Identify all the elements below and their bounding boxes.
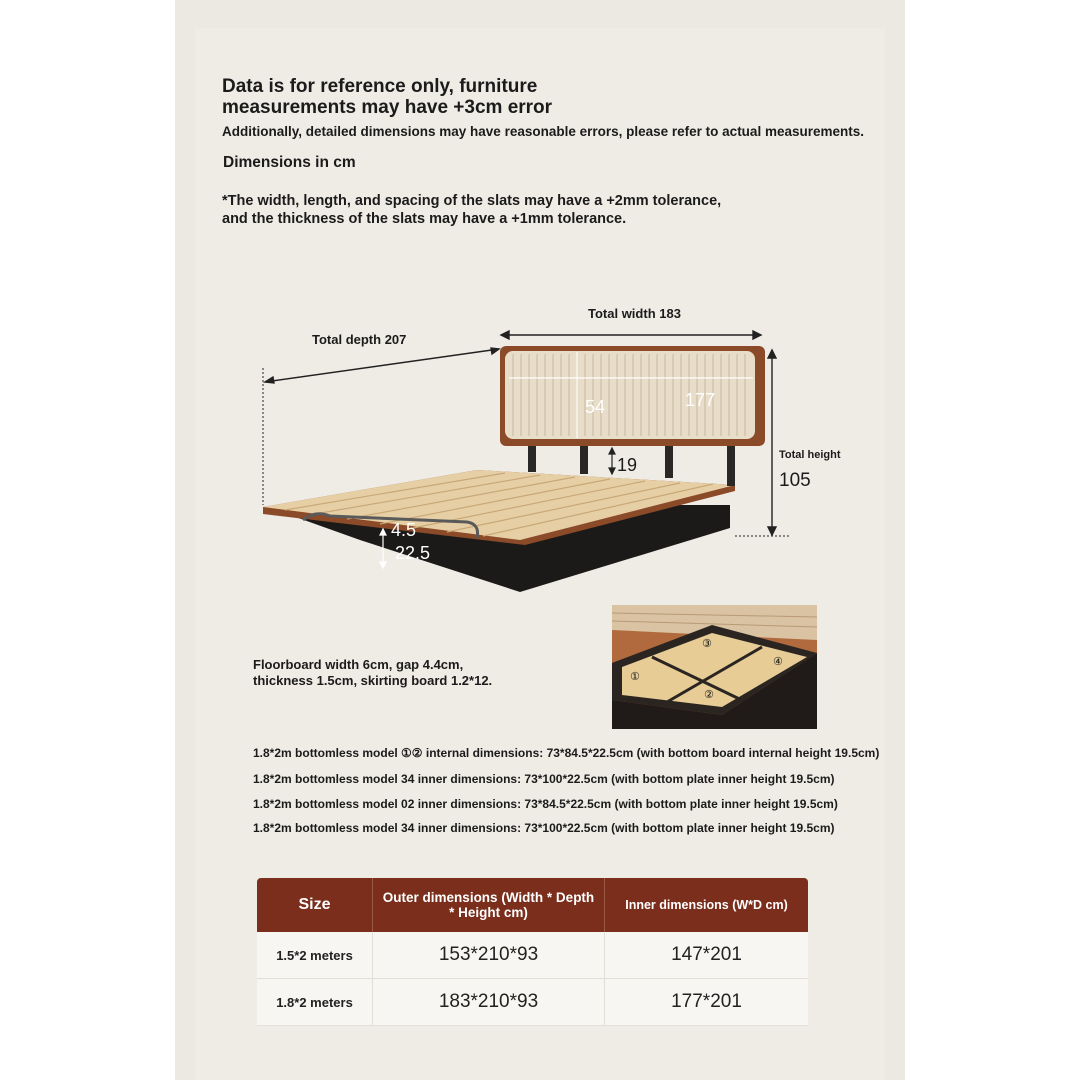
table-row [257, 932, 808, 979]
table-row [257, 979, 808, 1026]
leg-gap-value: 19 [617, 455, 638, 475]
compartment-3-label: ③ [702, 637, 712, 650]
headboard-cushion [505, 351, 755, 439]
storage-compartment-illustration [612, 605, 817, 729]
base-height-value: 22.5 [395, 543, 431, 563]
row-outer-dimensions: 183*210*93 [373, 979, 605, 1025]
row-size: 1.8*2 meters [257, 979, 373, 1025]
leg-gap-marker [609, 448, 615, 474]
compartment-4-label: ④ [773, 655, 783, 668]
headboard-width-value: 177 [685, 390, 716, 410]
total-height-label: Total height [779, 449, 841, 461]
total-depth-label: Total depth 207 [312, 332, 407, 347]
spec-line-2: 1.8*2m bottomless model 34 inner dimensions: 73*100*22.5cm (with bottom plate inner height 19.5cm) [253, 772, 835, 786]
bed-diagram [255, 300, 841, 600]
tolerance-line-2: and the thickness of the slats may have a +1mm tolerance. [222, 211, 627, 227]
row-size: 1.5*2 meters [257, 932, 373, 978]
total-height-value: 105 [779, 470, 811, 491]
floorboard-note-line-2: thickness 1.5cm, skirting board 1.2*12. [253, 673, 493, 688]
compartment-1-label: ① [630, 670, 640, 683]
spec-line-3: 1.8*2m bottomless model 02 inner dimensions: 73*84.5*22.5cm (with bottom plate inner height 19.5cm) [253, 797, 838, 811]
units-note: Dimensions in cm [223, 154, 356, 171]
total-width-label: Total width 183 [588, 306, 681, 321]
subtitle: Additionally, detailed dimensions may have reasonable errors, please refer to actual measurements. [222, 124, 864, 139]
tolerance-line-1: *The width, length, and spacing of the slats may have a +2mm tolerance, [222, 193, 722, 209]
header-inner-dimensions: Inner dimensions (W*D cm) [625, 898, 788, 912]
floorboard-note-line-1: Floorboard width 6cm, gap 4.4cm, [253, 657, 464, 672]
row-inner-dimensions: 177*201 [671, 991, 742, 1012]
headboard-height-value: 54 [585, 397, 606, 417]
frame-thickness-value: 4.5 [391, 520, 417, 540]
base-height-marker [380, 529, 386, 568]
compartment-2-label: ② [704, 688, 714, 701]
title-line-2: measurements may have +3cm error [222, 97, 553, 118]
row-outer-dimensions: 153*210*93 [373, 932, 605, 978]
dimensions-table [257, 878, 808, 1026]
header-outer-dimensions: Outer dimensions (Width * Depth * Height cm) [373, 878, 605, 932]
spec-line-4: 1.8*2m bottomless model 34 inner dimensions: 73*100*22.5cm (with bottom plate inner height 19.5cm) [253, 821, 835, 835]
title-line-1: Data is for reference only, furniture [222, 76, 538, 97]
table-header [257, 878, 808, 932]
header-size: Size [257, 878, 373, 932]
spec-line-1: 1.8*2m bottomless model ①② internal dimensions: 73*84.5*22.5cm (with bottom board internal height 19.5cm) [253, 746, 880, 760]
row-inner-dimensions: 147*201 [671, 944, 742, 965]
